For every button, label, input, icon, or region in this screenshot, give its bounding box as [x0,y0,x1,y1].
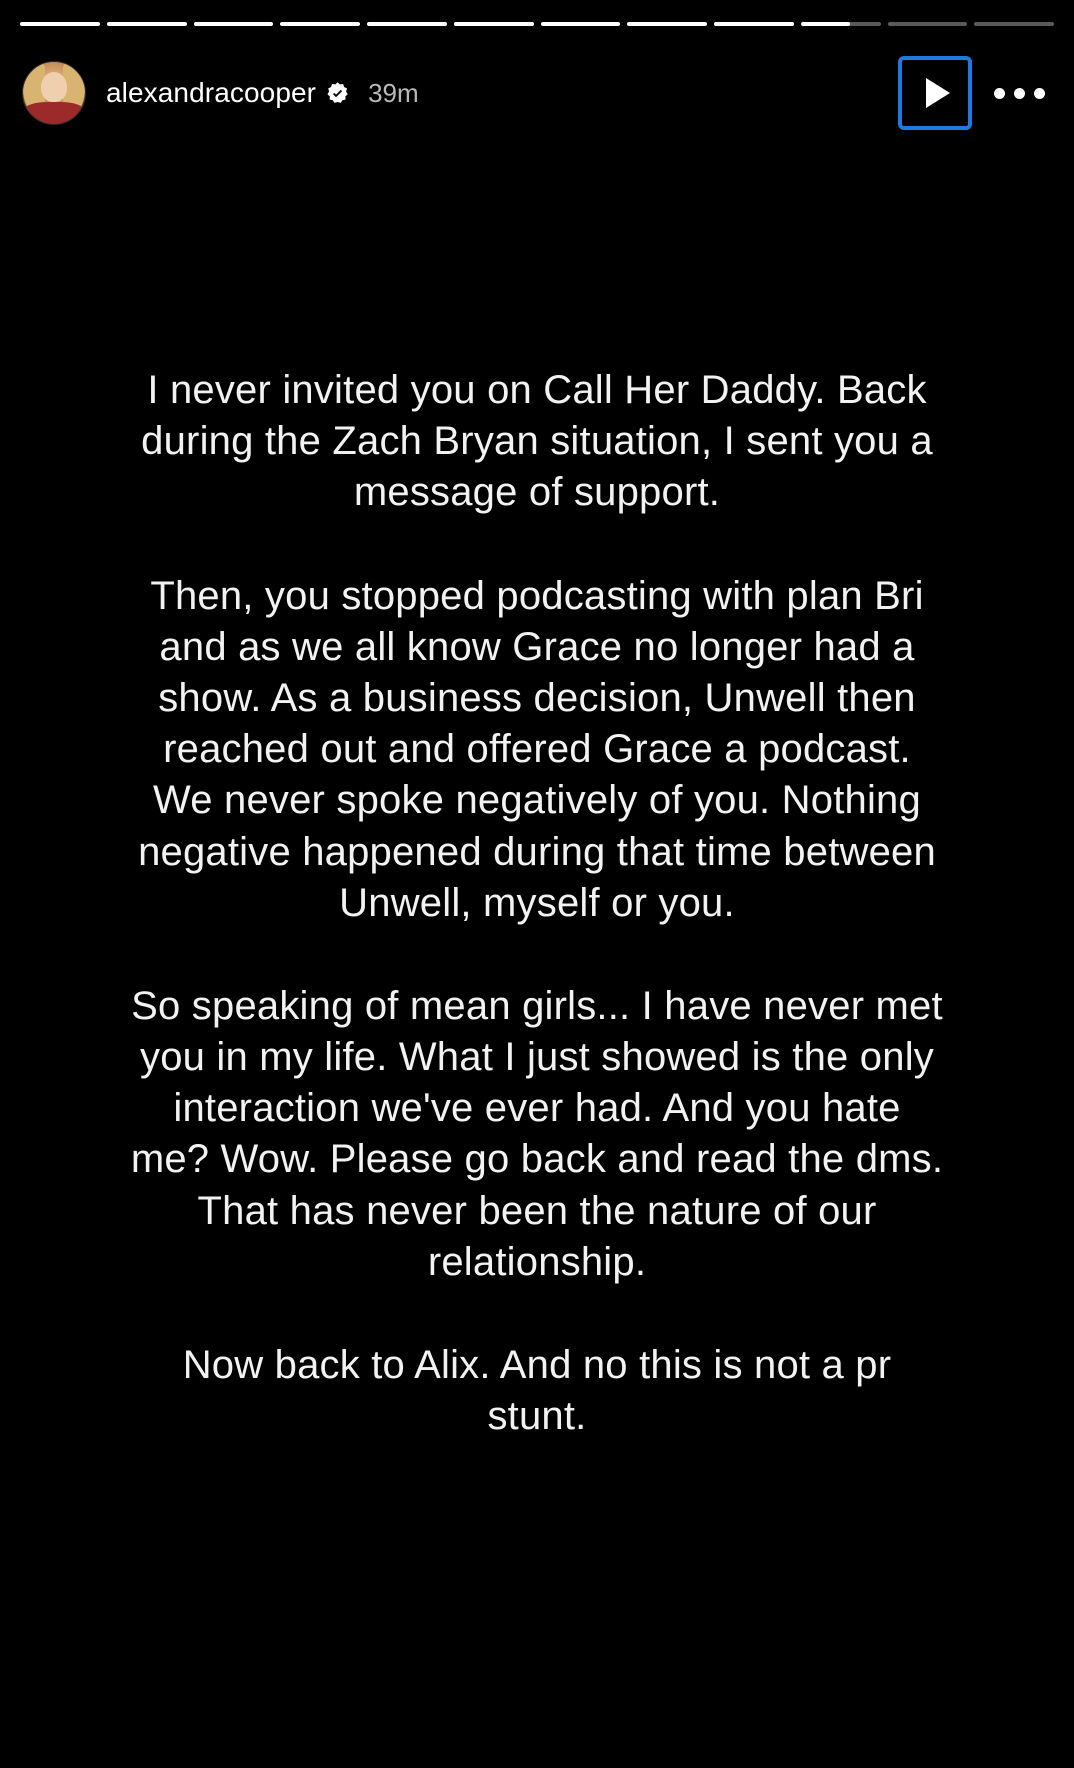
progress-segment[interactable] [194,22,274,26]
more-dot [994,88,1005,99]
header-actions [898,56,1052,130]
story-header [0,50,1074,136]
avatar-face [41,72,67,102]
more-dot [1034,88,1045,99]
avatar-body [23,102,85,124]
progress-segment[interactable] [801,22,881,26]
story-paragraph: Now back to Alix. And no this is not a pr stunt. [182,1343,892,1439]
progress-segment[interactable] [714,22,794,26]
progress-segment[interactable] [541,22,621,26]
progress-segment[interactable] [627,22,707,26]
play-icon[interactable] [898,56,972,130]
more-dot [1014,88,1025,99]
progress-segment[interactable] [280,22,360,26]
verified-badge-icon [325,81,350,106]
story-timestamp: 39m [368,77,419,108]
progress-segment[interactable] [20,22,100,26]
story-progress-bar [20,22,1054,26]
story-paragraph: Then, you stopped podcasting with plan Bri and as we all know Grace no longer had a show. As a business decision, Unwell then reached out and offered Grace a podcast. We never spoke negatively of you. Nothing negative happened during that time between Unwell, myself or you. [138,573,936,925]
progress-segment[interactable] [974,22,1054,26]
story-paragraph: So speaking of mean girls... I have never met you in my life. What I just showed is the only interaction we've ever had. And you hate me? Wow. Please go back and read the dms. That has never been the nature of our relationship. [130,983,944,1284]
avatar[interactable] [22,61,86,125]
progress-segment[interactable] [888,22,968,26]
play-triangle [926,78,950,108]
story-text-block [130,365,944,1442]
story-paragraph: I never invited you on Call Her Daddy. Back during the Zach Bryan situation, I sent you a message of support. [141,368,933,515]
more-options-icon[interactable] [986,60,1052,126]
username-label[interactable]: alexandracooper [106,77,317,108]
progress-segment[interactable] [107,22,187,26]
progress-segment[interactable] [367,22,447,26]
progress-segment[interactable] [454,22,534,26]
